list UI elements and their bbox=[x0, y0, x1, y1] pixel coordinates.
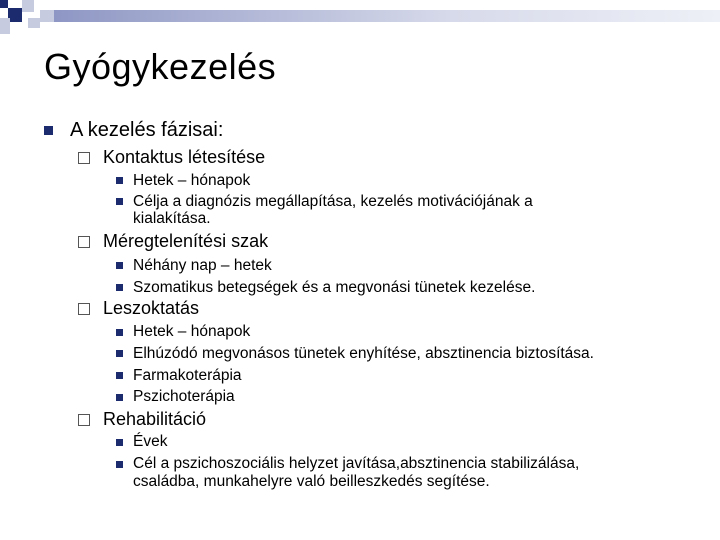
list-item: Cél a pszichoszociális helyzet javítása,absztinencia stabilizálása, bbox=[133, 455, 580, 472]
list-item: Elhúzódó megvonásos tünetek enyhítése, absztinencia biztosítása. bbox=[133, 345, 594, 362]
bullet-text: A kezelés fázisai: bbox=[70, 119, 224, 141]
header-square bbox=[22, 0, 34, 12]
square-bullet-icon bbox=[116, 372, 123, 379]
header-square bbox=[8, 8, 22, 22]
square-bullet-icon bbox=[116, 198, 123, 205]
header-square bbox=[28, 18, 40, 28]
list-item: Célja a diagnózis megállapítása, kezelés motivációjának a bbox=[133, 193, 533, 210]
header-square bbox=[0, 18, 10, 34]
list-item: Néhány nap – hetek bbox=[133, 257, 272, 274]
square-bullet-icon bbox=[116, 262, 123, 269]
list-item: Pszichoterápia bbox=[133, 388, 235, 405]
list-item: Szomatikus betegségek és a megvonási tünetek kezelése. bbox=[133, 279, 536, 296]
list-item: Hetek – hónapok bbox=[133, 323, 251, 340]
header-bar bbox=[54, 10, 720, 22]
phase-label: Kontaktus létesítése bbox=[103, 147, 266, 167]
square-bullet-icon bbox=[116, 284, 123, 291]
phase-label: Rehabilitáció bbox=[103, 409, 207, 429]
phase-label: Leszoktatás bbox=[103, 298, 200, 318]
checkbox-bullet-icon bbox=[78, 236, 90, 248]
list-item-continuation: családba, munkahelyre való beilleszkedés segítése. bbox=[133, 473, 490, 490]
list-item: Hetek – hónapok bbox=[133, 172, 251, 189]
list-item-continuation: kialakítása. bbox=[133, 210, 211, 227]
header-square bbox=[40, 10, 54, 22]
square-bullet-icon bbox=[116, 350, 123, 357]
square-bullet-icon bbox=[116, 439, 123, 446]
checkbox-bullet-icon bbox=[78, 303, 90, 315]
list-item: Évek bbox=[133, 433, 168, 450]
square-bullet-icon bbox=[116, 329, 123, 336]
square-bullet-icon bbox=[116, 461, 123, 468]
phase-label: Méregtelenítési szak bbox=[103, 231, 269, 251]
checkbox-bullet-icon bbox=[78, 152, 90, 164]
slide-title: Gyógykezelés bbox=[44, 46, 277, 87]
list-item: Farmakoterápia bbox=[133, 367, 242, 384]
square-bullet-icon bbox=[116, 394, 123, 401]
checkbox-bullet-icon bbox=[78, 414, 90, 426]
square-bullet-icon bbox=[44, 126, 53, 135]
square-bullet-icon bbox=[116, 177, 123, 184]
header-square bbox=[0, 0, 8, 8]
